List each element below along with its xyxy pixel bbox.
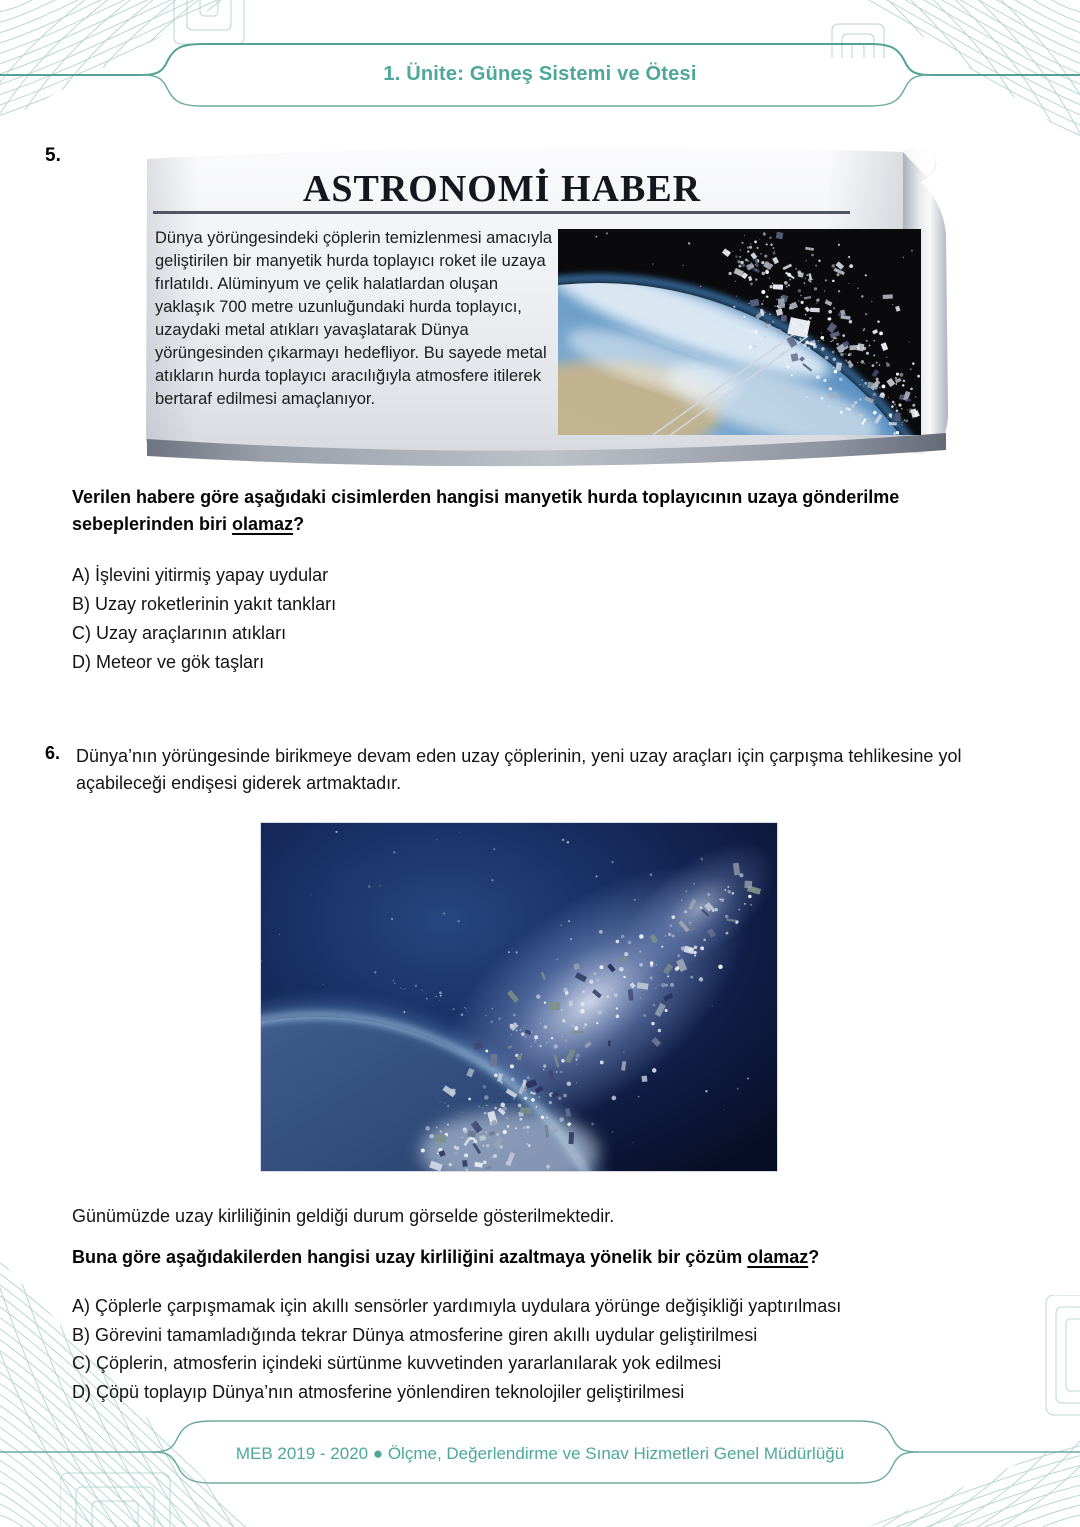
q5-option-d: D) Meteor ve gök taşları bbox=[72, 652, 265, 672]
q6-option-b: B) Görevini tamamladığında tekrar Dünya atmosferine giren akıllı uydular geliştirilmesi bbox=[72, 1324, 758, 1345]
q5-prompt-text: Verilen habere göre aşağıdaki cisimlerden hangisi manyetik hurda toplayıcının uzaya gönderilme sebeplerinden biri bbox=[72, 487, 900, 534]
question-6-intro: Dünya’nın yörüngesinde birikmeye devam eden uzay çöplerinin, yeni uzay araçları için çarpışma tehlikesine yol açabileceği endişesi giderek artmaktadır. bbox=[76, 746, 962, 793]
q5-prompt-underlined: olamaz bbox=[232, 514, 294, 534]
q6-option-d: D) Çöpü toplayıp Dünya’nın atmosferine yönlendiren teknolojiler geliştirilmesi bbox=[72, 1381, 685, 1402]
question-6-prompt: Buna göre aşağıdakilerden hangisi uzay kirliliğini azaltmaya yönelik bir çözüm olamaz? bbox=[72, 1247, 820, 1267]
q6-prompt-text: Buna göre aşağıdakilerden hangisi uzay kirliliğini azaltmaya yönelik bir çözüm bbox=[72, 1247, 748, 1267]
q6-image-caption: Günümüzde uzay kirliliğinin geldiği durum görselde gösterilmektedir. bbox=[72, 1206, 615, 1226]
q5-option-b: B) Uzay roketlerinin yakıt tankları bbox=[72, 594, 337, 614]
question-5-prompt: Verilen habere göre aşağıdaki cisimlerden hangisi manyetik hurda toplayıcının uzaya gönderilme sebeplerinden biri olamaz? bbox=[72, 487, 900, 534]
q5-option-a: A) İşlevini yitirmiş yapay uydular bbox=[72, 565, 329, 585]
news-title: ASTRONOMİ HABER bbox=[302, 168, 702, 210]
news-body-text: Dünya yörüngesindeki çöplerin temizlenmesi amacıyla geliştirilen bir manyetik hurda toplayıcı roket ile uzaya fırlatıldı. Alüminyum ve çelik halatlardan oluşan yaklaşık 700 metre uzunluğundaki hurda toplayıcı, uzaydaki metal atıkları yavaşlatarak Dünya yörüngesinden çıkarmayı hedefliyor. Bu sayede metal atıkların hurda toplayıcı aracılığıyla atmosfere itilerek bertaraf edilmesi amaçlanıyor. bbox=[155, 229, 553, 408]
space-debris-illustration bbox=[260, 822, 778, 1172]
q6-option-a: A) Çöplerle çarpışmamak için akıllı sensörler yardımıyla uydulara yörünge değişikliği yaptırılması bbox=[72, 1296, 842, 1316]
astronomy-news-clipping bbox=[137, 141, 962, 475]
q6-option-c: C) Çöplerin, atmosferin içindeki sürtünme kuvvetinden yararlanılarak yok edilmesi bbox=[72, 1353, 722, 1373]
news-title-rule bbox=[153, 211, 850, 214]
q6-options bbox=[72, 1292, 1032, 1406]
question-5-number: 5. bbox=[45, 145, 61, 166]
question-6-number: 6. bbox=[45, 743, 61, 763]
unit-title: 1. Ünite: Güneş Sistemi ve Ötesi bbox=[383, 63, 697, 85]
q5-option-c: C) Uzay araçlarının atıkları bbox=[72, 623, 287, 643]
footer-text: MEB 2019 - 2020 ● Ölçme, Değerlendirme ve Sınav Hizmetleri Genel Müdürlüğü bbox=[235, 1444, 845, 1463]
q6-prompt-underlined: olamaz bbox=[747, 1247, 809, 1267]
q5-options bbox=[72, 561, 1017, 677]
news-photo-space-debris bbox=[558, 229, 921, 435]
